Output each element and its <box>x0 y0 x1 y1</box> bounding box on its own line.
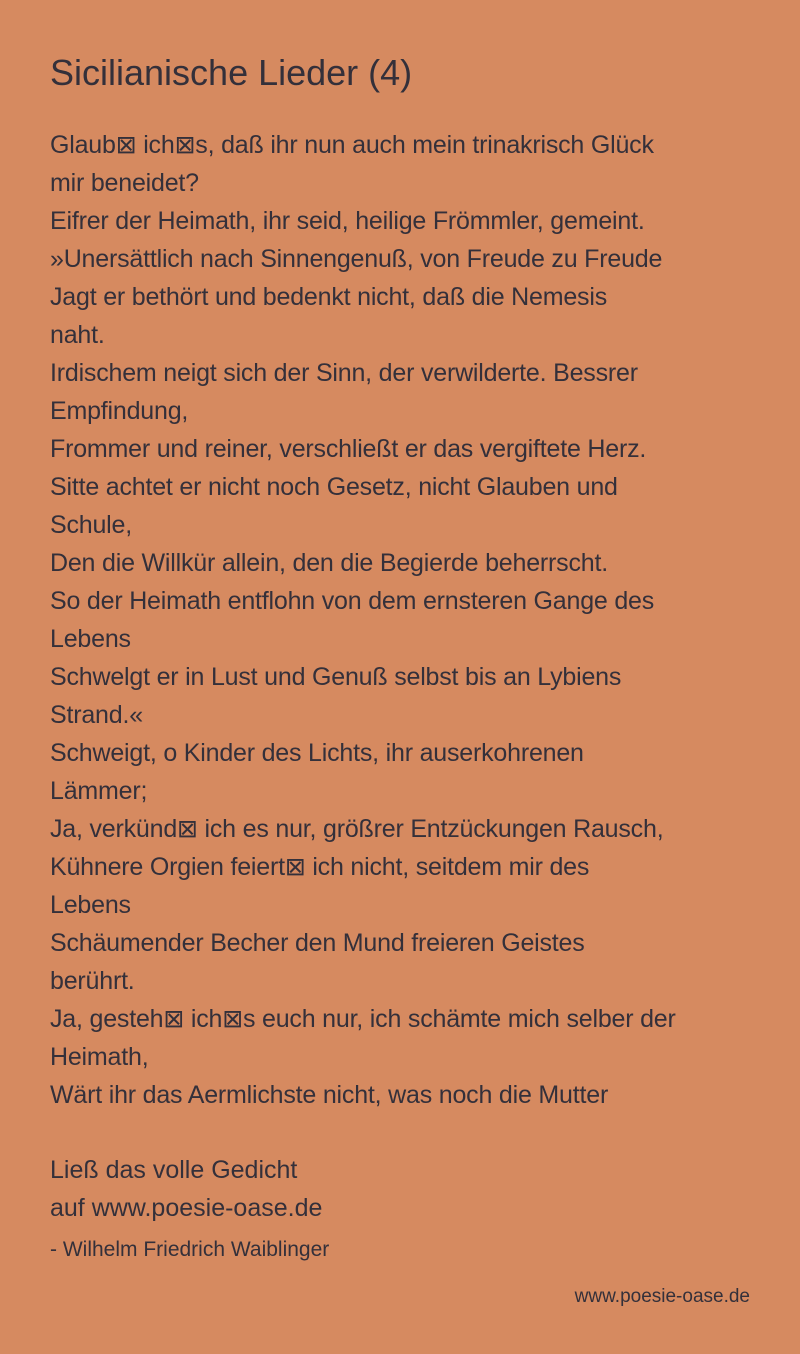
poem-line: Sitte achtet er nicht noch Gesetz, nicht Glauben und <box>50 473 618 501</box>
poem-line: Wärt ihr das Aermlichste nicht, was noch die Mutter <box>50 1081 609 1109</box>
poem-line: mir beneidet? <box>50 169 199 197</box>
poem-body <box>50 126 676 1114</box>
poem-line: Empfindung, <box>50 397 189 425</box>
author: - Wilhelm Friedrich Waiblinger <box>50 1238 330 1261</box>
site-watermark: www.poesie-oase.de <box>574 1286 750 1307</box>
poem-line: Lämmer; <box>50 777 148 805</box>
poem-line: Irdischem neigt sich der Sinn, der verwilderte. Bessrer <box>50 359 638 387</box>
poem-line: Lebens <box>50 625 131 653</box>
read-more-link[interactable]: auf www.poesie-oase.de <box>50 1194 323 1222</box>
poem-line: Frommer und reiner, verschließt er das vergiftete Herz. <box>50 435 647 463</box>
poem-line: Schule, <box>50 511 132 539</box>
poem-line: Schwelgt er in Lust und Genuß selbst bis an Lybiens <box>50 663 622 691</box>
read-more-line: Ließ das volle Gedicht <box>50 1156 298 1184</box>
poem-title: Sicilianische Lieder (4) <box>50 52 413 93</box>
read-more-note <box>50 1151 322 1227</box>
poem-line: naht. <box>50 321 105 349</box>
poem-line: Heimath, <box>50 1043 149 1071</box>
poem-line: Ja, verkünd⊠ ich es nur, größrer Entzückungen Rausch, <box>50 815 664 843</box>
poem-line: Jagt er bethört und bedenkt nicht, daß die Nemesis <box>50 283 607 311</box>
poem-line: »Unersättlich nach Sinnengenuß, von Freude zu Freude <box>50 245 663 273</box>
poem-line: Kühnere Orgien feiert⊠ ich nicht, seitdem mir des <box>50 853 590 881</box>
poem-line: Den die Willkür allein, den die Begierde beherrscht. <box>50 549 608 577</box>
poem-line: Eifrer der Heimath, ihr seid, heilige Frömmler, gemeint. <box>50 207 645 235</box>
poem-line: Lebens <box>50 891 131 919</box>
poem-line: berührt. <box>50 967 135 995</box>
poem-line: Ja, gesteh⊠ ich⊠s euch nur, ich schämte mich selber der <box>50 1005 676 1033</box>
poem-line: Glaub⊠ ich⊠s, daß ihr nun auch mein trinakrisch Glück <box>50 131 654 159</box>
poem-line: Schäumender Becher den Mund freieren Geistes <box>50 929 585 957</box>
poem-line: Schweigt, o Kinder des Lichts, ihr auserkohrenen <box>50 739 584 767</box>
poem-line: Strand.« <box>50 701 143 729</box>
poem-line: So der Heimath entflohn von dem ernsteren Gange des <box>50 587 655 615</box>
